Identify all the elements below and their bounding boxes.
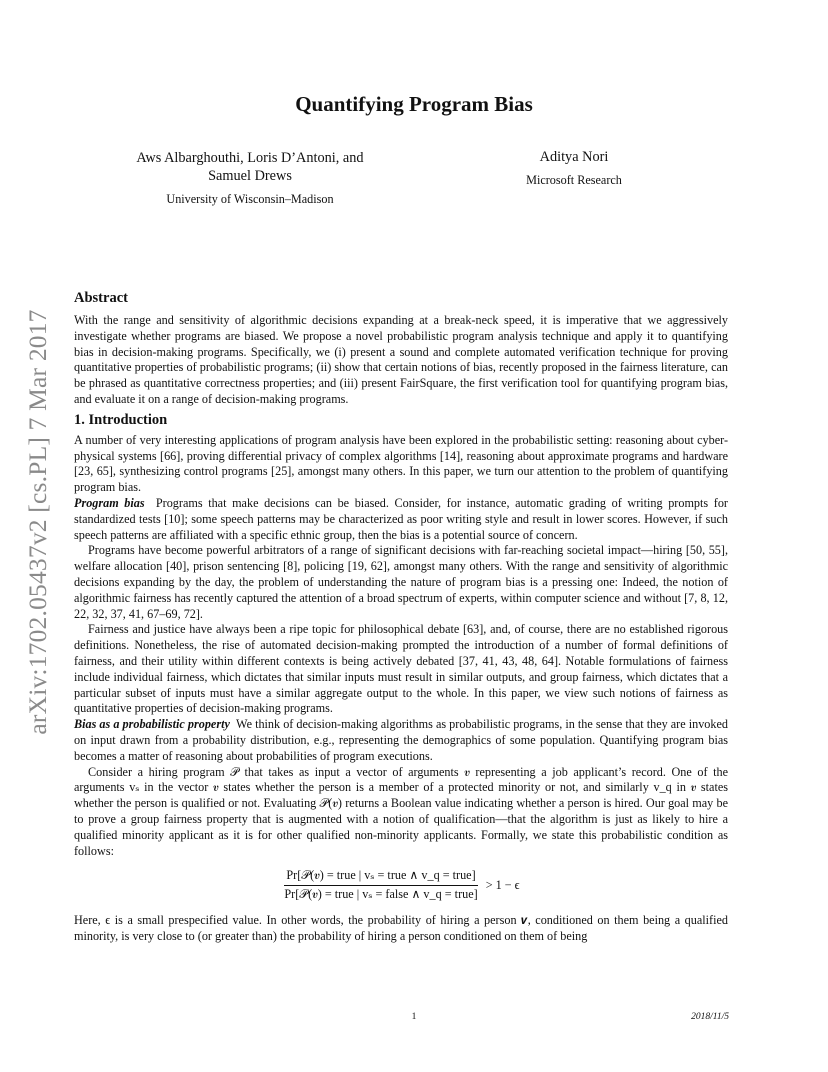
intro-paragraph-bias-probabilistic: [74, 717, 728, 764]
intro-paragraph-4: Fairness and justice have always been a ripe topic for philosophical debate [63], and, of course, there are no established rigorous definitions. Nonetheless, the rise of automated decision-making prompted the introduction of a number of formal definitions of fairness, and their utility within different contexts is being actively debated [37, 41, 43, 48, 64]. Notable formulations of fairness include individual fairness, which dictates that similar inputs must result in similar outputs, and group fairness, which dictates that a particular subset of inputs must have a similar aggregate output to the whole. In this paper, we view such notions of fairness as quantitative properties of decision-making programs.: [74, 622, 728, 716]
footer-date: 2018/11/5: [691, 1012, 729, 1022]
arxiv-id-text: arXiv:1702.05437v2 [cs.PL] 7 Mar 2017: [23, 309, 52, 735]
equation-rhs: > 1 − ϵ: [485, 877, 520, 892]
program-bias-text: Programs that make decisions can be biased. Consider, for instance, automatic grading of writing prompts for standardized tests [10]; some speech patterns may be characterized as poor writing style and result in lower scores. However, if such speech patterns are affiliated with a specific ethnic group, then the bias is a potential source of concern.: [74, 495, 728, 542]
author-line-1: Aws Albarghouthi, Loris D’Antoni, and: [136, 150, 364, 166]
fairness-equation: [74, 868, 728, 903]
intro-paragraph-6: Consider a hiring program 𝒫 that takes as input a vector of arguments 𝒗 representing a job applicant’s record. One of the arguments vₛ in the vector 𝒗 states whether the person is a member of a protected minority or not, and similarly v_q in 𝒗 states whether the person is qualified or not. Evaluating 𝒫(𝒗) returns a Boolean value indicating whether a person is hired. Our goal may be to prove a group fairness property that is augmented with a notion of qualification—that the algorithm is just as likely to hire a qualified minority applicant as it is for other qualified non-minority applicants. Formally, we state this probabilistic condition as follows:: [74, 764, 728, 858]
abstract-text: With the range and sensitivity of algorithmic decisions expanding at a break-neck speed, it is imperative that we aggressively investigate whether programs are biased. We propose a novel probabilistic program analysis technique and apply it to quantifying bias in decision-making programs. Specifically, we (i) present a sound and complete automated verification technique for proving quantitative properties of probabilistic programs; (ii) show that certain notions of bias, recently proposed in the fairness literature, can be phrased as quantitative correctness properties; and (iii) present FairSquare, the first verification tool for quantifying program bias, and evaluate it on a range of decision-making programs.: [74, 313, 728, 406]
intro-paragraph-program-bias: [74, 496, 728, 543]
bias-probabilistic-heading: Bias as a probabilistic property: [74, 717, 230, 732]
paper-title: Quantifying Program Bias: [295, 92, 533, 116]
equation-numerator: Pr[𝒫(𝒗) = true | vₛ = true ∧ v_q = true]: [284, 868, 477, 886]
affiliation-left: University of Wisconsin–Madison: [166, 192, 334, 206]
equation-fraction: [282, 868, 479, 903]
intro-paragraph-1: A number of very interesting applications of program analysis have been explored in the probabilistic setting: reasoning about cyber-physical systems [66], proving differential privacy of complex algorithms [14], reasoning about approximate programs and hardware [23, 65], synthesizing control programs [25], amongst many others. In this paper, we turn our attention to the problem of quantifying program bias.: [74, 432, 728, 495]
author-right: Aditya Nori: [539, 149, 609, 165]
intro-paragraph-3: Programs have become powerful arbitrators of a range of significant decisions with far-reaching societal impact—hiring [50, 55], welfare allocation [40], prison sentencing [8], policing [19, 62], amongst many others. With the range and sensitivity of algorithmic decisions expanding by the day, the problem of understanding the nature of program bias is a pressing one: Indeed, the notion of algorithmic fairness has recently captured the attention of a broad spectrum of experts, within computer science and without [7, 8, 12, 22, 32, 37, 41, 67–69, 72].: [74, 543, 728, 621]
author-block-left: [110, 149, 390, 185]
arxiv-identifier-stamp: [18, 292, 58, 752]
affiliation-right: Microsoft Research: [526, 173, 622, 187]
program-bias-heading: Program bias: [74, 495, 145, 510]
abstract-heading: Abstract: [74, 290, 128, 306]
bias-probabilistic-text: We think of decision-making algorithms as probabilistic programs, in the sense that they are invoked on input drawn from a probability distribution, e.g., representing the demographics of some population. Quantifying program bias becomes a matter of reasoning about probabilities of program executions.: [74, 717, 728, 763]
section-heading-introduction: 1. Introduction: [74, 411, 168, 428]
equation-denominator: Pr[𝒫(𝒗) = true | vₛ = false ∧ v_q = true]: [284, 887, 478, 902]
page-number: 1: [411, 1012, 417, 1022]
intro-paragraph-7: Here, ϵ is a small prespecified value. In other words, the probability of hiring a person 𝒗, conditioned on them being a qualified minority, is very close to (or greater than) the probability of hiring a person conditioned on them of being: [74, 912, 728, 943]
paper-body: [74, 289, 728, 944]
author-line-2: Samuel Drews: [208, 168, 292, 184]
